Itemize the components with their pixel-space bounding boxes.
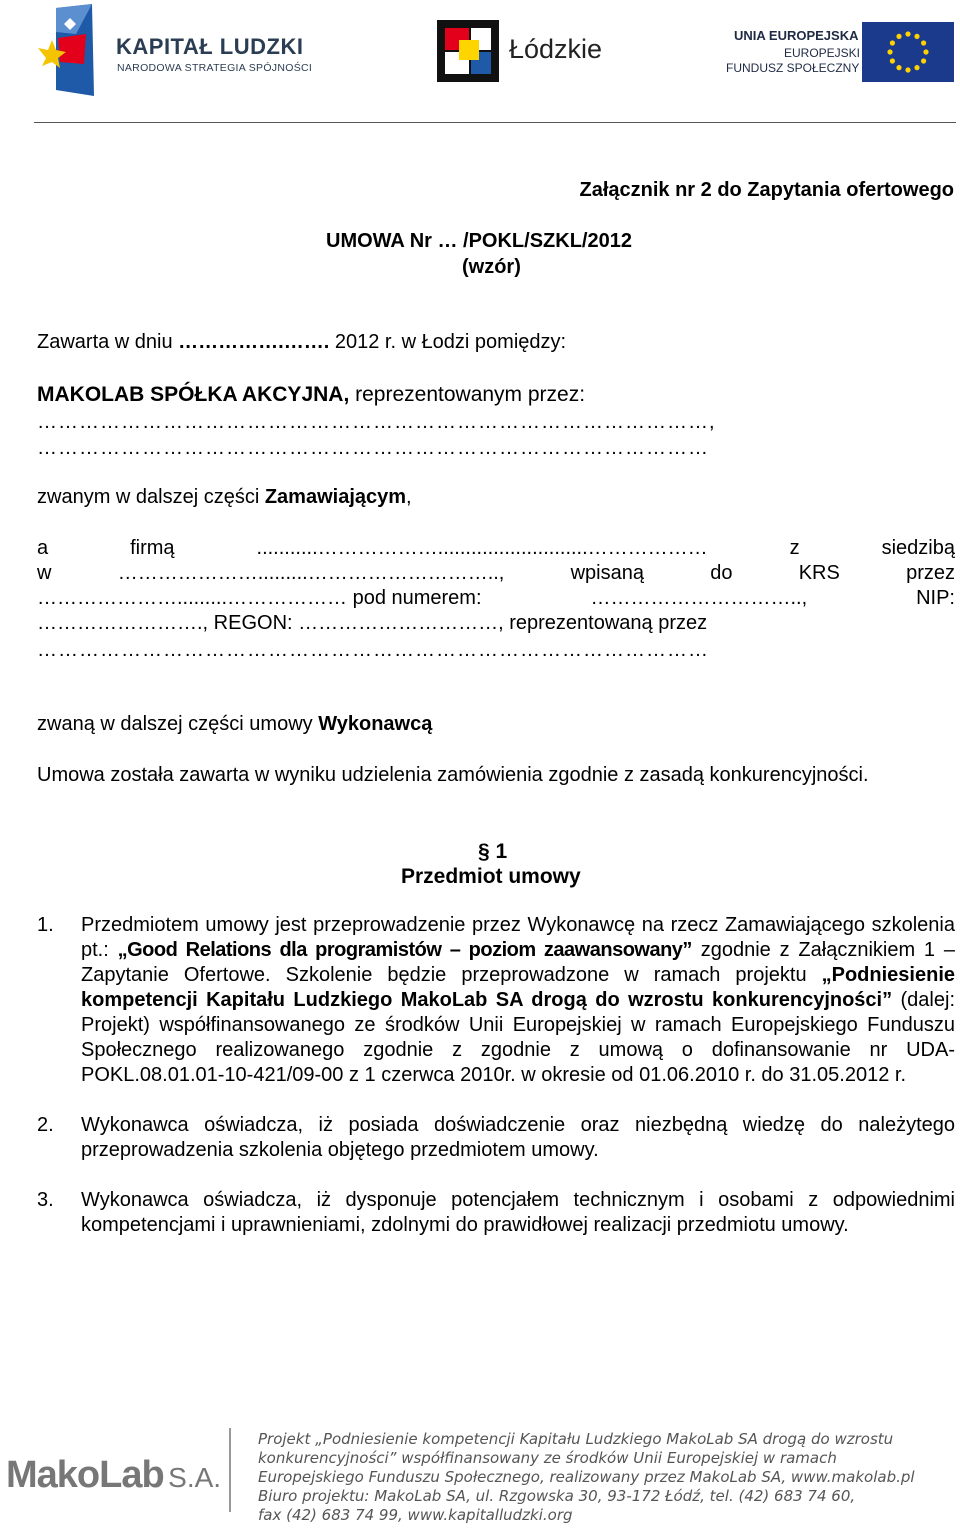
firm-krs: KRS	[798, 562, 840, 584]
footer-line: Europejskiego Funduszu Społecznego, realizowany przez MakoLab SA, www.makolab.pl	[258, 1468, 915, 1486]
firm-w: w	[37, 562, 52, 584]
firm-number-dots: …………………………..,	[590, 587, 808, 609]
wykonawca-prefix: zwaną w dalszej części umowy	[37, 713, 319, 735]
party1-rest: reprezentowanym przez:	[349, 383, 586, 406]
item-number: 1.	[37, 914, 54, 936]
firm-name-dots: ...........………………...........................………………	[256, 537, 708, 559]
firm-firma: firmą	[130, 537, 175, 559]
zamawiajacy-prefix: zwanym w dalszej części	[37, 486, 265, 508]
concluded-suffix: 2012 r. w Łodzi pomiędzy:	[334, 331, 567, 353]
representative-dots-2: ……………………………………………………………………………………	[37, 437, 709, 459]
item-1-part-1: Przedmiotem umowy jest przeprowadzenie przez Wykonawcę na rzecz Zamawiającego szkolenia pt.:	[81, 914, 955, 961]
list-item	[37, 913, 955, 1088]
kapital-ludzki-flag-icon	[36, 4, 98, 98]
firm-a: a	[37, 537, 49, 559]
firm-przez: przez	[906, 562, 955, 584]
footer-line: Projekt „Podniesienie kompetencji Kapitału Ludzkiego MakoLab SA drogą do wzrostu	[258, 1430, 894, 1448]
item-1-part-3: (dalej: Projekt) współfinansowanego ze środków Unii Europejskiej w ramach Europejskiego Funduszu Społecznego realizowanego zgodnie z zgodnie z umową o dofinansowanie nr UDA-POKL.08.01.01-10-421/09-00 z 1 czerwca 2010r. w okresie od 01.06.2010 r. do 31.05.2012 r.	[81, 989, 955, 1086]
firm-line-4: ……………………., REGON: …………………………, reprezentowaną przez	[37, 612, 708, 634]
kapital-ludzki-word: KAPITAŁ LUDZKI	[116, 34, 304, 59]
date-placeholder: …………….…….	[178, 331, 335, 353]
ue-logo	[726, 26, 954, 86]
concluded-line	[37, 330, 566, 355]
item-text: Wykonawca oświadcza, iż dysponuje potencjałem technicznym i osobami z odpowiednimi kompetencjami i uprawnieniami, zdolnymi do prawidłowej realizacji przedmiotu umowy.	[81, 1189, 955, 1236]
firm-line-2	[37, 561, 955, 586]
item-1-part-2: zgodnie z Załącznikiem 1 – Zapytanie Ofertowe. Szkolenie będzie przeprowadzone w ramach projektu	[81, 939, 955, 986]
footer	[0, 1420, 960, 1528]
firm-line-5: ……………………………………………………………………………………	[37, 639, 709, 661]
firm-line-3	[37, 586, 955, 611]
kapital-ludzki-logo	[36, 4, 336, 100]
makolab-logo	[6, 1454, 221, 1497]
ue-line-2: EUROPEJSKI	[784, 46, 861, 60]
footer-divider	[229, 1428, 231, 1512]
zamawiajacy-line	[37, 485, 412, 510]
attachment-label: Załącznik nr 2 do Zapytania ofertowego	[579, 179, 954, 201]
training-title: „Good Relations dla programistów – poziom zaawansowany”	[117, 939, 692, 961]
ue-line-3: FUNDUSZ SPOŁECZNY	[726, 61, 860, 75]
lodzkie-logo	[437, 20, 637, 86]
footer-text	[258, 1430, 915, 1525]
list-item	[37, 1188, 955, 1238]
wykonawca-bold: Wykonawcą	[318, 713, 433, 735]
kapital-ludzki-subtitle: NARODOWA STRATEGIA SPÓJNOŚCI	[117, 62, 313, 74]
ue-line-1: UNIA EUROPEJSKA	[734, 28, 859, 43]
header	[0, 0, 960, 124]
wykonawca-line	[37, 712, 432, 737]
makolab-logo-suffix: S.A.	[168, 1462, 222, 1493]
concluded-prefix: Zawarta w dniu	[37, 331, 179, 353]
party1-line	[37, 382, 585, 407]
firm-z: z	[789, 537, 800, 559]
concluded-basis: Umowa została zawarta w wyniku udzielenia zamówienia zgodnie z zasadą konkurencyjności.	[37, 764, 869, 786]
item-text: Wykonawca oświadcza, iż posiada doświadczenie oraz niezbędną wiedzę do należytego przeprowadzenia szkolenia objętego przedmiotem umowy.	[81, 1114, 955, 1161]
party1-name: MAKOLAB SPÓŁKA AKCYJNA,	[37, 383, 350, 406]
section-title: Przedmiot umowy	[401, 865, 581, 888]
lodzkie-word: Łódzkie	[509, 34, 603, 64]
item-number: 3.	[37, 1189, 54, 1211]
footer-line: konkurencyjności” współfinansowany ze środków Unii Europejskiej w ramach	[258, 1449, 837, 1467]
list-item	[37, 1113, 955, 1163]
makolab-logo-main: MakoLab	[6, 1454, 164, 1496]
firm-wpisana: wpisaną	[570, 562, 644, 584]
item-text	[81, 913, 955, 1088]
contract-title: UMOWA Nr … /POKL/SZKL/2012	[326, 230, 632, 252]
zamawiajacy-suffix: ,	[406, 486, 412, 508]
section-number: § 1	[478, 840, 508, 863]
contract-subtitle: (wzór)	[462, 256, 521, 278]
items-list	[37, 913, 955, 1263]
lodzkie-emblem-icon	[437, 20, 499, 82]
zamawiajacy-bold: Zamawiającym	[264, 486, 407, 508]
footer-line: Biuro projektu: MakoLab SA, ul. Rzgowska 30, 93-172 Łódź, tel. (42) 683 74 60,	[258, 1487, 856, 1505]
firm-siedziba: siedzibą	[881, 537, 955, 559]
item-number: 2.	[37, 1114, 54, 1136]
header-divider	[34, 122, 956, 123]
firm-nip: NIP:	[916, 587, 955, 609]
firm-do: do	[710, 562, 733, 584]
representative-dots-1: ……………………………………………………………………………………,	[37, 411, 716, 433]
eu-flag-icon	[862, 22, 954, 82]
project-title: „Podniesienie kompetencji Kapitału Ludzkiego MakoLab SA drogą do wzrostu konkurencyjności”	[81, 964, 955, 1011]
firm-line-1	[37, 536, 955, 561]
firm-registry-dots: ………………….........……………… pod numerem:	[37, 587, 482, 609]
firm-address-dots: ………………….........………………………..,	[117, 562, 505, 584]
footer-line: fax (42) 683 74 99, www.kapitalludzki.org	[258, 1506, 573, 1524]
